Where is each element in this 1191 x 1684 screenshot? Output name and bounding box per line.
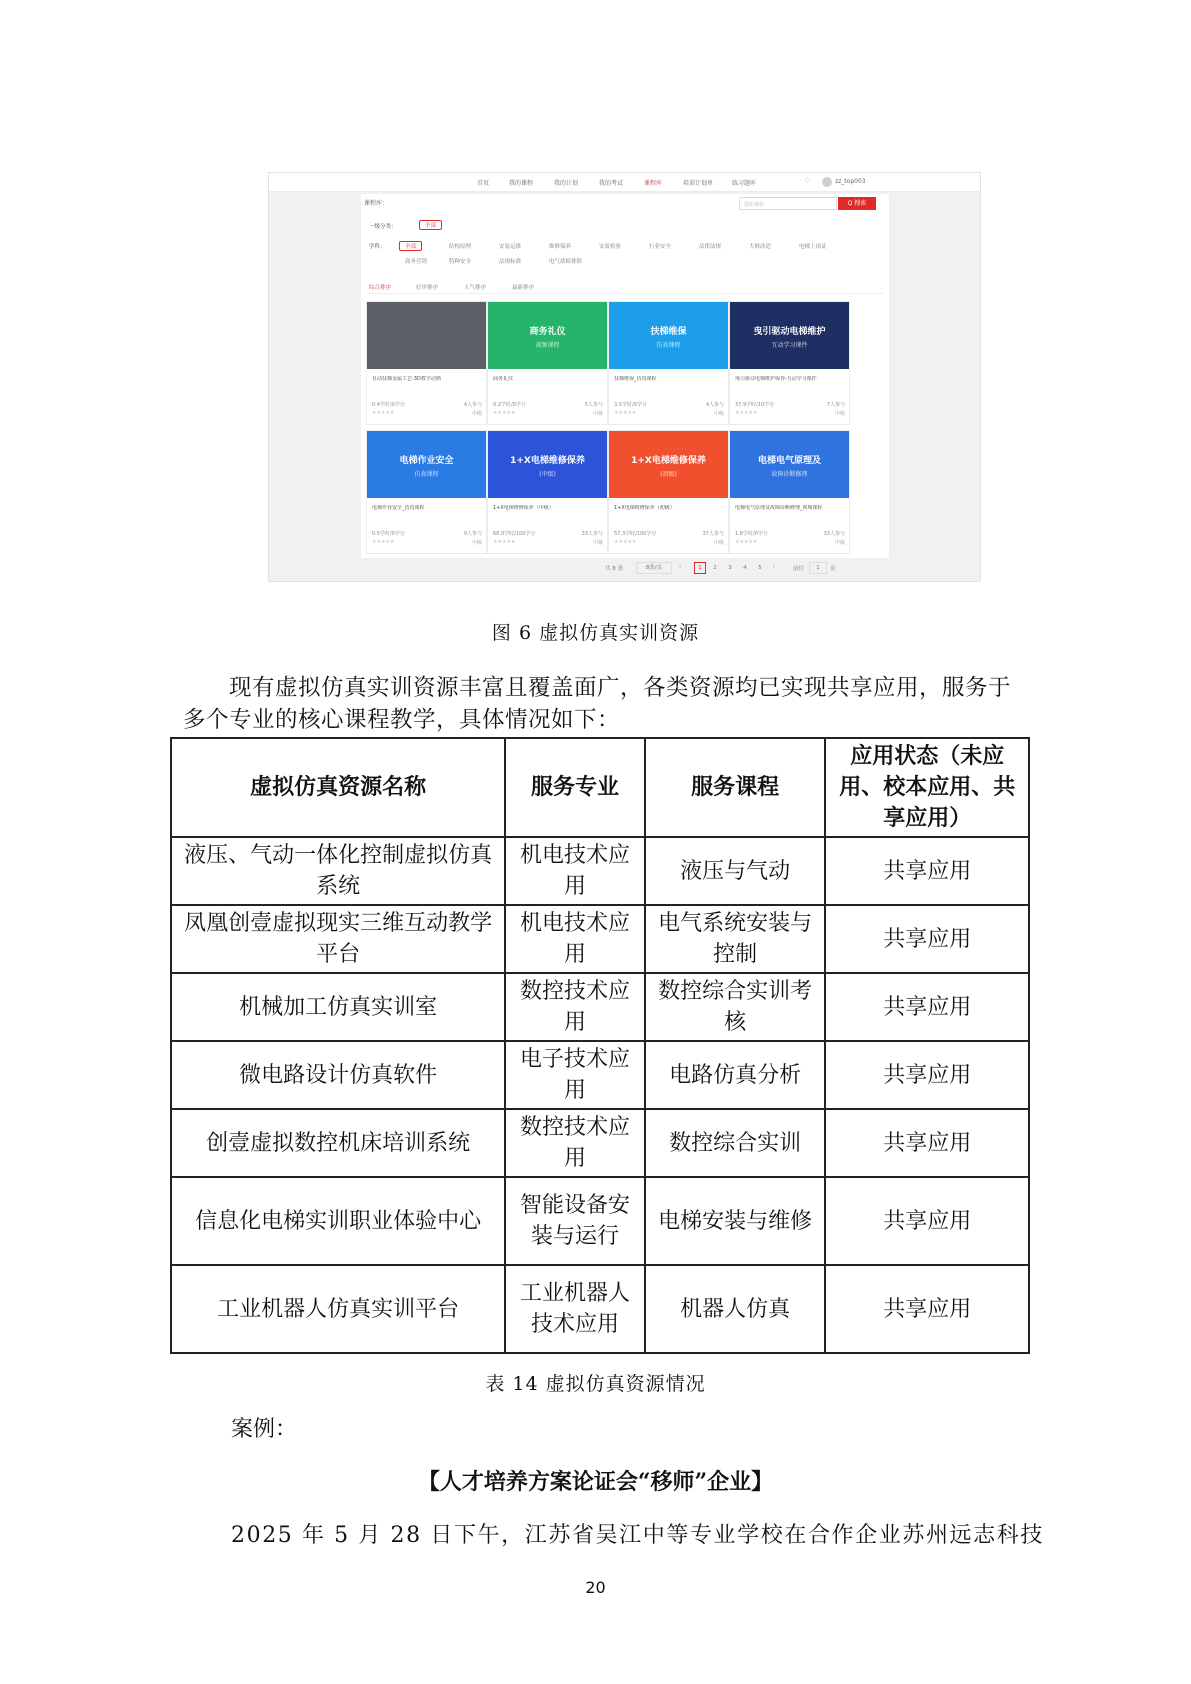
- user-name[interactable]: zz_top003: [835, 178, 866, 185]
- bell-icon[interactable]: ♢: [804, 176, 812, 185]
- course-level: 中级: [471, 540, 482, 546]
- sort-comprehensive[interactable]: 综合排序: [369, 285, 392, 291]
- page-size-select[interactable]: 8条/页: [636, 562, 672, 574]
- course-meta: [493, 530, 603, 537]
- filter2-chip[interactable]: 全部: [399, 241, 422, 251]
- table-cell: 凤凰创壹虚拟现实三维互动教学平台: [171, 905, 505, 973]
- table-header: 服务专业: [505, 738, 645, 837]
- table-cell: 信息化电梯实训职业体验中心: [171, 1177, 505, 1265]
- case-title: 【人才培养方案论证会“移师”企业】: [417, 1469, 774, 1495]
- search-button[interactable]: Q 搜索: [838, 197, 876, 210]
- course-library-screenshot: [268, 172, 981, 582]
- pagination-total: 共 8 条: [605, 566, 623, 572]
- thumbnail-subtitle: (中级): [539, 471, 556, 478]
- table-row: [171, 837, 1029, 905]
- table-cell: 机电技术应用: [505, 837, 645, 905]
- star-rating-icon: ★★★★★ 中级: [493, 539, 603, 546]
- sort-latest[interactable]: 最新排序: [512, 285, 535, 291]
- course-card[interactable]: [487, 430, 608, 554]
- course-name[interactable]: 自动扶梯金属工艺-3D教学动画: [372, 376, 441, 382]
- filter2-label: 学科：: [369, 244, 386, 250]
- filter1-chip-all[interactable]: 全部: [419, 220, 442, 230]
- prev-page-icon[interactable]: ‹: [679, 564, 682, 570]
- thumbnail-subtitle: (初级): [660, 471, 677, 478]
- table-cell: 电路仿真分析: [645, 1041, 826, 1109]
- table-cell: 共享应用: [825, 905, 1029, 973]
- course-name[interactable]: 曳引驱动电梯维护保养-互动学习课件: [735, 376, 817, 382]
- table-cell: 液压与气动: [645, 837, 826, 905]
- table-row: [171, 1109, 1029, 1177]
- nav-question-bank[interactable]: 练习题库: [732, 180, 757, 187]
- table-cell: 微电路设计仿真软件: [171, 1041, 505, 1109]
- filter2-chip[interactable]: 大修改造: [749, 244, 772, 250]
- thumbnail-title: 商务礼仪: [529, 327, 566, 337]
- course-name[interactable]: 商务礼仪: [493, 376, 514, 382]
- course-meta: [735, 401, 845, 408]
- course-card[interactable]: [366, 430, 487, 554]
- table-cell: 机电技术应用: [505, 905, 645, 973]
- star-rating-icon: ★★★★★ 中级: [372, 539, 482, 546]
- search-input[interactable]: 搜索课程: [739, 197, 837, 210]
- course-hours: 37.9学时/10学分: [735, 402, 775, 408]
- course-meta: [614, 401, 724, 408]
- intro-paragraph: 现有虚拟仿真实训资源丰富且覆盖面广，各类资源均已实现共享应用，服务于多个专业的核心课程教学，具体情况如下：: [183, 675, 1012, 733]
- table-cell: 共享应用: [825, 973, 1029, 1041]
- course-participants: 7人参与: [826, 402, 845, 408]
- nav-home[interactable]: 首页: [477, 180, 490, 187]
- course-participants: 4人参与: [705, 402, 724, 408]
- filter2-chip[interactable]: 安装检验: [599, 244, 622, 250]
- nav-my-plans[interactable]: 我的计划: [554, 180, 579, 187]
- goto-input[interactable]: 1: [809, 562, 827, 574]
- course-thumbnail[interactable]: [488, 431, 607, 498]
- course-thumbnail[interactable]: [609, 302, 728, 369]
- course-level: 中级: [834, 411, 845, 417]
- course-hours: 0.4学时/0学分: [372, 402, 405, 408]
- course-name[interactable]: 电梯电气原理及故障诊断修理_视频课程: [735, 505, 823, 511]
- case-label: 案例：: [231, 1417, 298, 1442]
- course-name[interactable]: 1+X电梯维修保养（中级）: [493, 505, 554, 511]
- table-row: [171, 905, 1029, 973]
- star-rating-icon: ★★★★★ 中级: [735, 410, 845, 417]
- table-caption: 表 14 虚拟仿真资源情况: [485, 1373, 706, 1395]
- course-thumbnail[interactable]: [488, 302, 607, 369]
- table-cell: 创壹虚拟数控机床培训系统: [171, 1109, 505, 1177]
- table-cell: 机器人仿真: [645, 1265, 826, 1353]
- filter1-label: 一级分类：: [369, 224, 397, 230]
- table-cell: 共享应用: [825, 1265, 1029, 1353]
- course-thumbnail[interactable]: [367, 431, 486, 498]
- table-cell: 液压、气动一体化控制虚拟仿真系统: [171, 837, 505, 905]
- course-card[interactable]: [729, 430, 850, 554]
- table-cell: 机械加工仿真实训室: [171, 973, 505, 1041]
- course-level: 中级: [713, 540, 724, 546]
- course-level: 中级: [834, 540, 845, 546]
- divider: [366, 293, 884, 294]
- table-cell: 共享应用: [825, 837, 1029, 905]
- page-number: 20: [585, 1578, 606, 1597]
- course-participants: 33人参与: [823, 531, 845, 537]
- goto-suffix: 页: [830, 566, 836, 572]
- thumbnail-subtitle: 故障诊断修理: [771, 471, 808, 478]
- table-row: [171, 1177, 1029, 1265]
- thumbnail-title: 扶梯维保: [650, 327, 687, 337]
- table-cell: 工业机器人技术应用: [505, 1265, 645, 1353]
- course-participants: 33人参与: [581, 531, 603, 537]
- filter2-chip[interactable]: 法律法规: [699, 244, 722, 250]
- table-cell: 数控技术应用: [505, 1109, 645, 1177]
- table-cell: 数控综合实训: [645, 1109, 826, 1177]
- course-hours: 1.8学时/0学分: [735, 531, 768, 537]
- table-row: [171, 973, 1029, 1041]
- panel-title: 课程库：: [364, 200, 389, 207]
- course-meta: [372, 401, 482, 408]
- filter2-chip[interactable]: 电梯上岗证: [799, 244, 827, 250]
- thumbnail-title: 曳引驱动电梯维护: [753, 327, 826, 337]
- course-participants: 37人参与: [702, 531, 724, 537]
- thumbnail-subtitle: 仿真课程: [656, 342, 681, 349]
- thumbnail-subtitle: 视频课程: [535, 342, 560, 349]
- library-panel: [361, 194, 889, 572]
- table-cell: 智能设备安装与运行: [505, 1177, 645, 1265]
- top-nav: [269, 173, 980, 192]
- resource-table: [170, 737, 1030, 1354]
- filter2-chip[interactable]: 电气故障排除: [549, 259, 583, 265]
- thumbnail-title: 1+X电梯维修保养: [631, 456, 706, 466]
- course-thumbnail[interactable]: [730, 431, 849, 498]
- course-card[interactable]: [729, 301, 850, 425]
- course-hours: 0.2学时/0学分: [493, 402, 526, 408]
- table-cell: 电梯安装与维修: [645, 1177, 826, 1265]
- course-hours: 0.5学时/0学分: [372, 531, 405, 537]
- course-level: 中级: [471, 411, 482, 417]
- filter2-chip[interactable]: 维修保养: [549, 244, 572, 250]
- filter2-chip[interactable]: 特种安全: [449, 259, 472, 265]
- course-card[interactable]: [608, 430, 729, 554]
- table-cell: 数控技术应用: [505, 973, 645, 1041]
- page-button[interactable]: 2: [713, 565, 717, 571]
- star-rating-icon: ★★★★★ 中级: [614, 539, 724, 546]
- course-participants: 9人参与: [463, 531, 482, 537]
- nav-training-plans[interactable]: 培训计划单: [683, 180, 714, 187]
- table-cell: 共享应用: [825, 1041, 1029, 1109]
- thumbnail-subtitle: 互动学习课件: [771, 342, 808, 349]
- course-thumbnail[interactable]: [609, 431, 728, 498]
- course-thumbnail[interactable]: [730, 302, 849, 369]
- course-name[interactable]: 1+X电梯维修保养（初级）: [614, 505, 675, 511]
- nav-course-library[interactable]: 课程库: [644, 180, 663, 187]
- table-cell: 电气系统安装与控制: [645, 905, 826, 973]
- star-rating-icon: ★★★★★ 中级: [493, 410, 603, 417]
- thumbnail-title: 电梯电气原理及: [757, 456, 821, 466]
- star-rating-icon: ★★★★★ 中级: [735, 539, 845, 546]
- course-participants: 4人参与: [463, 402, 482, 408]
- table-cell: 工业机器人仿真实训平台: [171, 1265, 505, 1353]
- thumbnail-title: 电梯作业安全: [399, 456, 454, 466]
- star-rating-icon: ★★★★★ 中级: [372, 410, 482, 417]
- table-cell: 电子技术应用: [505, 1041, 645, 1109]
- nav-my-courses[interactable]: 我的课程: [509, 180, 534, 187]
- course-card[interactable]: [366, 301, 487, 425]
- course-hours: 68.0学时/100学分: [493, 531, 536, 537]
- page-button[interactable]: 3: [728, 565, 732, 571]
- case-text: 2025 年 5 月 28 日下午，江苏省吴江中等专业学校在合作企业苏州远志科技: [231, 1523, 1044, 1548]
- course-card[interactable]: [608, 301, 729, 425]
- filter2-chip[interactable]: 安装运维: [499, 244, 522, 250]
- course-participants: 5人参与: [584, 402, 603, 408]
- sort-popularity[interactable]: 人气排序: [464, 285, 487, 291]
- course-thumbnail[interactable]: [367, 302, 486, 369]
- course-meta: [735, 530, 845, 537]
- table-cell: 共享应用: [825, 1177, 1029, 1265]
- table-header: 应用状态（未应用、校本应用、共享应用）: [825, 738, 1029, 837]
- course-level: 中级: [592, 540, 603, 546]
- course-meta: [614, 530, 724, 537]
- course-level: 中级: [592, 411, 603, 417]
- table-header: 服务课程: [645, 738, 826, 837]
- goto-label: 前往: [793, 566, 805, 572]
- course-name[interactable]: 扶梯维保_仿真课程: [614, 376, 657, 382]
- course-meta: [372, 530, 482, 537]
- filter2-chip[interactable]: 结构原理: [449, 244, 472, 250]
- filter2-chip[interactable]: 法规标准: [499, 259, 522, 265]
- page-button[interactable]: 1: [694, 562, 706, 574]
- table-cell: 数控综合实训考核: [645, 973, 826, 1041]
- star-rating-icon: ★★★★★ 中级: [614, 410, 724, 417]
- filter2-chip[interactable]: 商务营销: [405, 259, 428, 265]
- thumbnail-title: 1+X电梯维修保养: [510, 456, 585, 466]
- sort-rating[interactable]: 好评排序: [416, 285, 439, 291]
- table-row: [171, 1041, 1029, 1109]
- thumbnail-subtitle: 仿真课程: [414, 471, 439, 478]
- table-header: 虚拟仿真资源名称: [171, 738, 505, 837]
- table-cell: 共享应用: [825, 1109, 1029, 1177]
- course-name[interactable]: 电梯作业安全_仿真课程: [372, 505, 425, 511]
- course-level: 中级: [713, 411, 724, 417]
- next-page-icon[interactable]: ›: [773, 564, 776, 570]
- avatar[interactable]: [822, 177, 832, 187]
- course-card[interactable]: [487, 301, 608, 425]
- page-button[interactable]: 5: [758, 565, 762, 571]
- course-meta: [493, 401, 603, 408]
- page-button[interactable]: 4: [743, 565, 747, 571]
- course-hours: 3.5学时/0学分: [614, 402, 647, 408]
- figure-caption: 图 6 虚拟仿真实训资源: [491, 622, 700, 644]
- table-row: [171, 1265, 1029, 1353]
- filter2-chip[interactable]: 行业安全: [649, 244, 672, 250]
- course-hours: 57.3学时/100学分: [614, 531, 657, 537]
- nav-my-exams[interactable]: 我的考试: [599, 180, 624, 187]
